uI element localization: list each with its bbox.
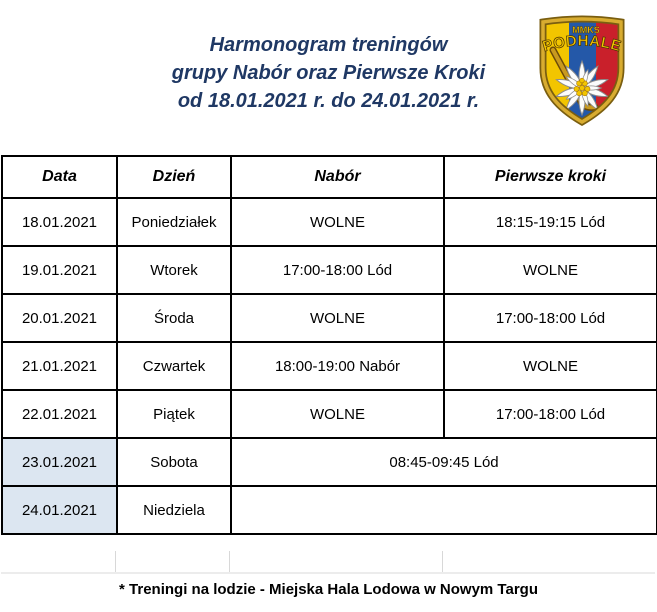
header-pierwsze-kroki: Pierwsze kroki [444,156,657,198]
club-name-text: PODHALE [540,32,624,56]
table-row [2,294,657,342]
title-line-1: Harmonogram treningów [209,34,448,56]
cell-pierwsze-kroki: WOLNE [444,246,657,294]
club-abbr-text: MMKS [572,25,600,35]
cell-date: 20.01.2021 [2,294,117,342]
cell-date: 19.01.2021 [2,246,117,294]
title-line-2: grupy Nabór oraz Pierwsze Kroki [171,62,486,84]
schedule-table [1,155,657,535]
empty-grid-row [1,551,655,574]
cell-nabor: 17:00-18:00 Lód [231,246,444,294]
footer-note: * Treningi na lodzie - Miejska Hala Lodowa w Nowym Targu [119,581,538,598]
ghost-cell [443,551,655,572]
ghost-cell [1,551,116,572]
table-row [2,390,657,438]
title-line-3: od 18.01.2021 r. do 24.01.2021 r. [177,90,480,112]
cell-day: Piątek [117,390,231,438]
club-logo [538,14,626,127]
ghost-cell [116,551,230,572]
header-dzien: Dzień [117,156,231,198]
cell-day: Środa [117,294,231,342]
header-nabor: Nabór [231,156,444,198]
cell-combined-session [231,486,657,534]
club-crest-icon [538,14,626,127]
cell-date: 21.01.2021 [2,342,117,390]
ghost-cell [230,551,443,572]
cell-combined-session: 08:45-09:45 Lód [231,438,657,486]
cell-date: 22.01.2021 [2,390,117,438]
table-row [2,198,657,246]
table-row [2,246,657,294]
table-row [2,438,657,486]
cell-pierwsze-kroki: WOLNE [444,342,657,390]
cell-date: 18.01.2021 [2,198,117,246]
cell-date-highlighted: 24.01.2021 [2,486,117,534]
cell-day: Czwartek [117,342,231,390]
cell-date-highlighted: 23.01.2021 [2,438,117,486]
header-data: Data [2,156,117,198]
cell-day: Wtorek [117,246,231,294]
cell-day: Niedziela [117,486,231,534]
cell-nabor: WOLNE [231,198,444,246]
cell-pierwsze-kroki: 17:00-18:00 Lód [444,390,657,438]
cell-nabor: WOLNE [231,294,444,342]
cell-day: Sobota [117,438,231,486]
cell-nabor: WOLNE [231,390,444,438]
cell-pierwsze-kroki: 17:00-18:00 Lód [444,294,657,342]
cell-day: Poniedziałek [117,198,231,246]
header-row [2,156,657,198]
table-row [2,486,657,534]
table-row [2,342,657,390]
cell-nabor: 18:00-19:00 Nabór [231,342,444,390]
cell-pierwsze-kroki: 18:15-19:15 Lód [444,198,657,246]
